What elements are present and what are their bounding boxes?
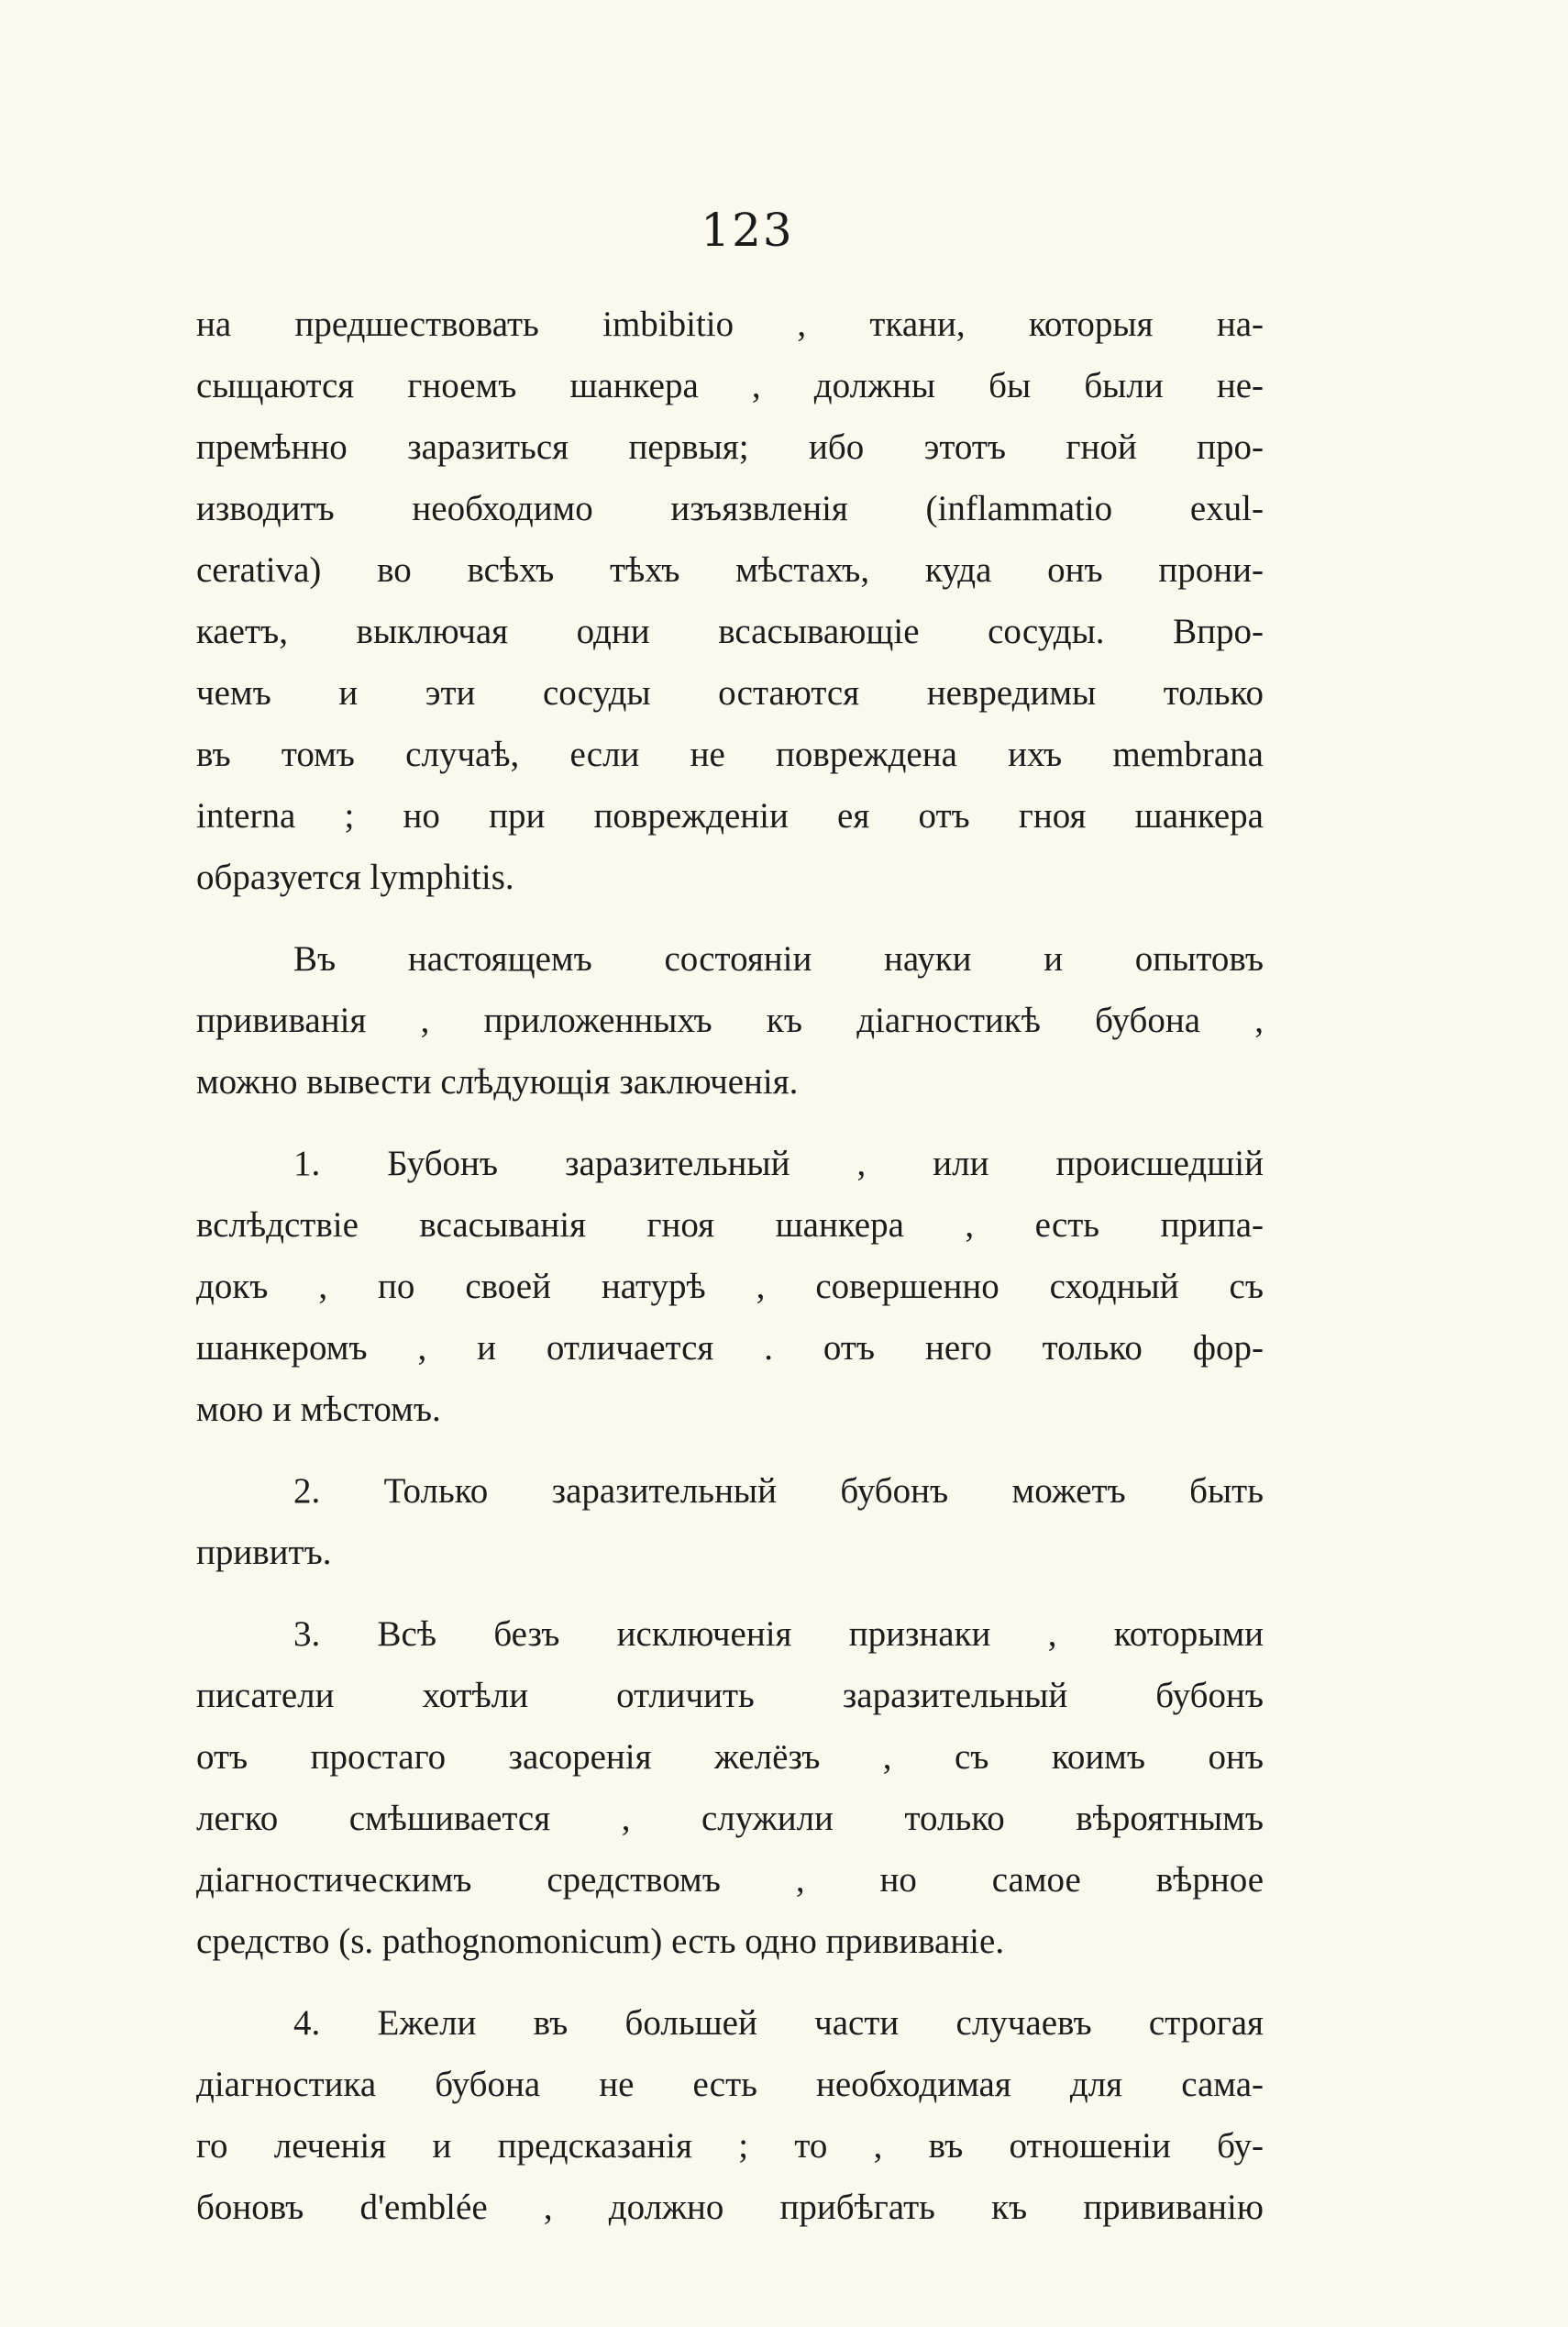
text-line: чемъ и эти сосуды остаются невредимы только xyxy=(196,673,1264,713)
text-line: го леченія и предсказанія ; то , въ отношеніи бу- xyxy=(196,2126,1264,2166)
text-line: interna ; но при поврежденіи ея отъ гноя шанкера xyxy=(196,796,1264,836)
paragraph xyxy=(196,1992,1264,2238)
text-line: діагностическимъ средствомъ , но самое вѣрное xyxy=(196,1860,1264,1900)
page-number: 123 xyxy=(701,204,794,257)
paragraph xyxy=(196,294,1264,908)
text-line: премѣнно заразиться первыя; ибо этотъ гной про- xyxy=(196,427,1264,467)
text-line: легко смѣшивается , служили только вѣроятнымъ xyxy=(196,1799,1264,1838)
text-line: 2. Только заразительный бубонъ можетъ быть xyxy=(293,1471,1264,1511)
text-line: діагностика бубона не есть необходимая для сама- xyxy=(196,2065,1264,2104)
text-line: на предшествовать imbibitio , ткани, которыя на- xyxy=(196,305,1264,344)
paragraph xyxy=(196,1460,1264,1583)
text-line: шанкеромъ , и отличается . отъ него только фор- xyxy=(196,1328,1264,1368)
text-line: мою и мѣстомъ. xyxy=(196,1390,441,1429)
paragraph xyxy=(196,1133,1264,1440)
text-line: средство (s. pathognomonicum) есть одно прививаніе. xyxy=(196,1922,1005,1961)
text-line: писатели хотѣли отличить заразительный бубонъ xyxy=(196,1676,1264,1715)
text-line: прививанія , приложенныхъ къ діагностикѣ бубона , xyxy=(196,1001,1264,1040)
text-line: привитъ. xyxy=(196,1533,332,1572)
text-line: въ томъ случаѣ, если не повреждена ихъ membrana xyxy=(196,735,1264,774)
text-line: боновъ d'emblée , должно прибѣгать къ прививанію xyxy=(196,2188,1264,2227)
body-text xyxy=(196,294,1264,2238)
text-line: сыщаются гноемъ шанкера , должны бы были не- xyxy=(196,366,1264,405)
text-line: cerativa) во всѣхъ тѣхъ мѣстахъ, куда онъ прони- xyxy=(196,550,1264,590)
text-line: изводитъ необходимо изъязвленія (inflammatio exul- xyxy=(196,489,1264,528)
paragraph xyxy=(196,928,1264,1113)
text-line: можно вывести слѣдующія заключенія. xyxy=(196,1062,799,1102)
paragraph xyxy=(196,1603,1264,1972)
text-line: Въ настоящемъ состояніи науки и опытовъ xyxy=(293,939,1264,979)
text-line: докъ , по своей натурѣ , совершенно сходный съ xyxy=(196,1267,1264,1306)
text-line: каетъ, выключая одни всасывающіе сосуды. Впро- xyxy=(196,612,1264,651)
text-line: образуется lymphitis. xyxy=(196,858,514,897)
text-line: вслѣдствіе всасыванія гноя шанкера , есть припа- xyxy=(196,1205,1264,1245)
text-line: 1. Бубонъ заразительный , или происшедшій xyxy=(293,1144,1264,1183)
text-line: 3. Всѣ безъ исключенія признаки , которыми xyxy=(293,1614,1264,1654)
text-line: отъ простаго засоренія желёзъ , съ коимъ онъ xyxy=(196,1737,1264,1777)
text-line: 4. Ежели въ большей части случаевъ строгая xyxy=(293,2003,1264,2043)
